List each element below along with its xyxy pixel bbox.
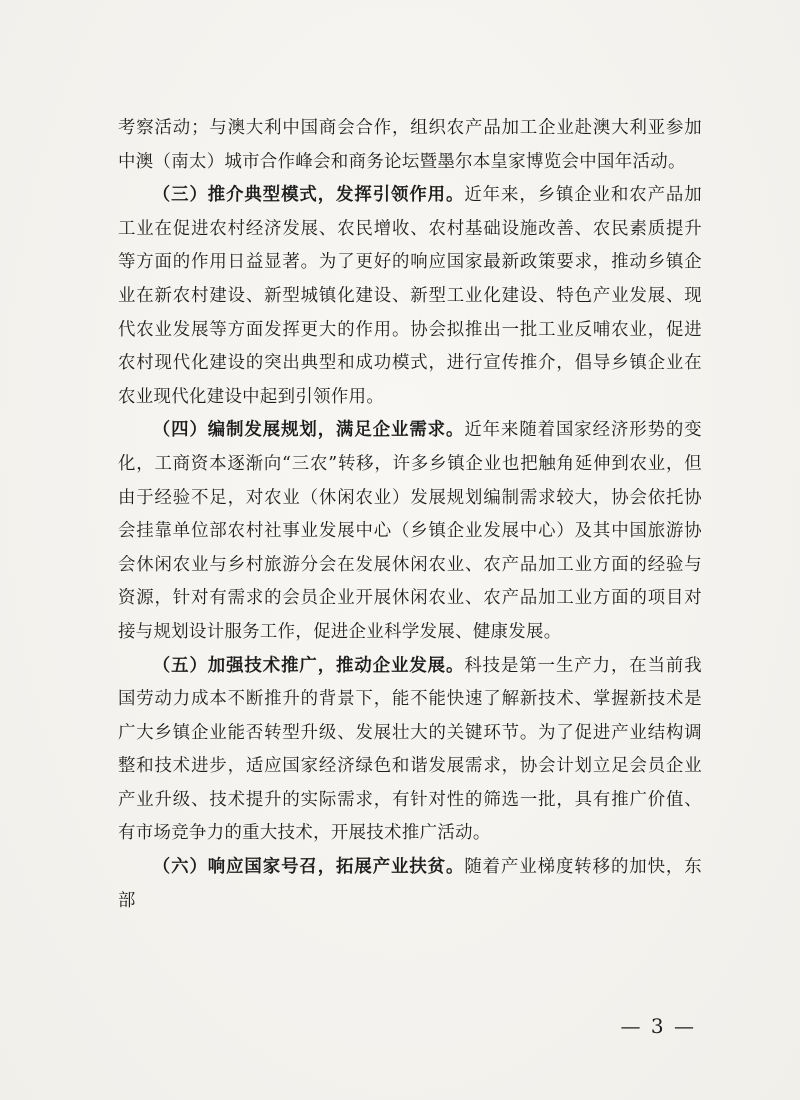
section-heading-4: （四）编制发展规划，满足企业需求。: [152, 420, 465, 441]
section-heading-3: （三）推介典型模式，发挥引领作用。: [152, 185, 465, 206]
paragraph-5: [118, 851, 702, 918]
paragraph-2: [118, 179, 702, 414]
paragraph-4: [118, 650, 702, 852]
paragraph-1-text: 考察活动；与澳大利中国商会合作，组织农产品加工企业赴澳大利亚参加中澳（南太）城市合作峰会和商务论坛暨墨尔本皇家博览会中国年活动。: [118, 118, 702, 172]
section-heading-5: （五）加强技术推广，推动企业发展。: [152, 655, 465, 676]
paragraph-3-text: 近年来随着国家经济形势的变化，工商资本逐渐向“三农”转移，许多乡镇企业也把触角延伸到农业，但由于经验不足，对农业（休闲农业）发展规划编制需求较大，协会依托协会挂靠单位部农村社事业发展中心（乡镇企业发展中心）及其中国旅游协会休闲农业与乡村旅游分会在发展休闲农业、农产品加工业方面的经验与资源，针对有需求的会员企业开展休闲农业、农产品加工业方面的项目对接与规划设计服务工作，促进企业科学发展、健康发展。: [118, 420, 702, 642]
paragraph-4-text: 科技是第一生产力，在当前我国劳动力成本不断推升的背景下，能不能快速了解新技术、掌握新技术是广大乡镇企业能否转型升级、发展壮大的关键环节。为了促进产业结构调整和技术进步，适应国家经济绿色和谐发展需求，协会计划立足会员企业产业升级、技术提升的实际需求，有针对性的筛选一批，具有推广价值、有市场竞争力的重大技术，开展技术推广活动。: [118, 655, 702, 844]
page-number: — 3 —: [620, 1014, 696, 1038]
paragraph-1: [118, 112, 702, 179]
section-heading-6: （六）响应国家号召，拓展产业扶贫。: [152, 857, 465, 878]
paragraph-2-text: 近年来，乡镇企业和农产品加工业在促进农村经济发展、农民增收、农村基础设施改善、农民素质提升等方面的作用日益显著。为了更好的响应国家最新政策要求，推动乡镇企业在新农村建设、新型城镇化建设、新型工业化建设、特色产业发展、现代农业发展等方面发挥更大的作用。协会拟推出一批工业反哺农业，促进农村现代化建设的突出典型和成功模式，进行宣传推介，倡导乡镇企业在农业现代化建设中起到引领作用。: [118, 185, 702, 407]
paragraph-3: [118, 414, 702, 649]
paragraph-5-text: 随着产业梯度转移的加快，东部: [118, 857, 702, 911]
body-text: [118, 112, 702, 918]
